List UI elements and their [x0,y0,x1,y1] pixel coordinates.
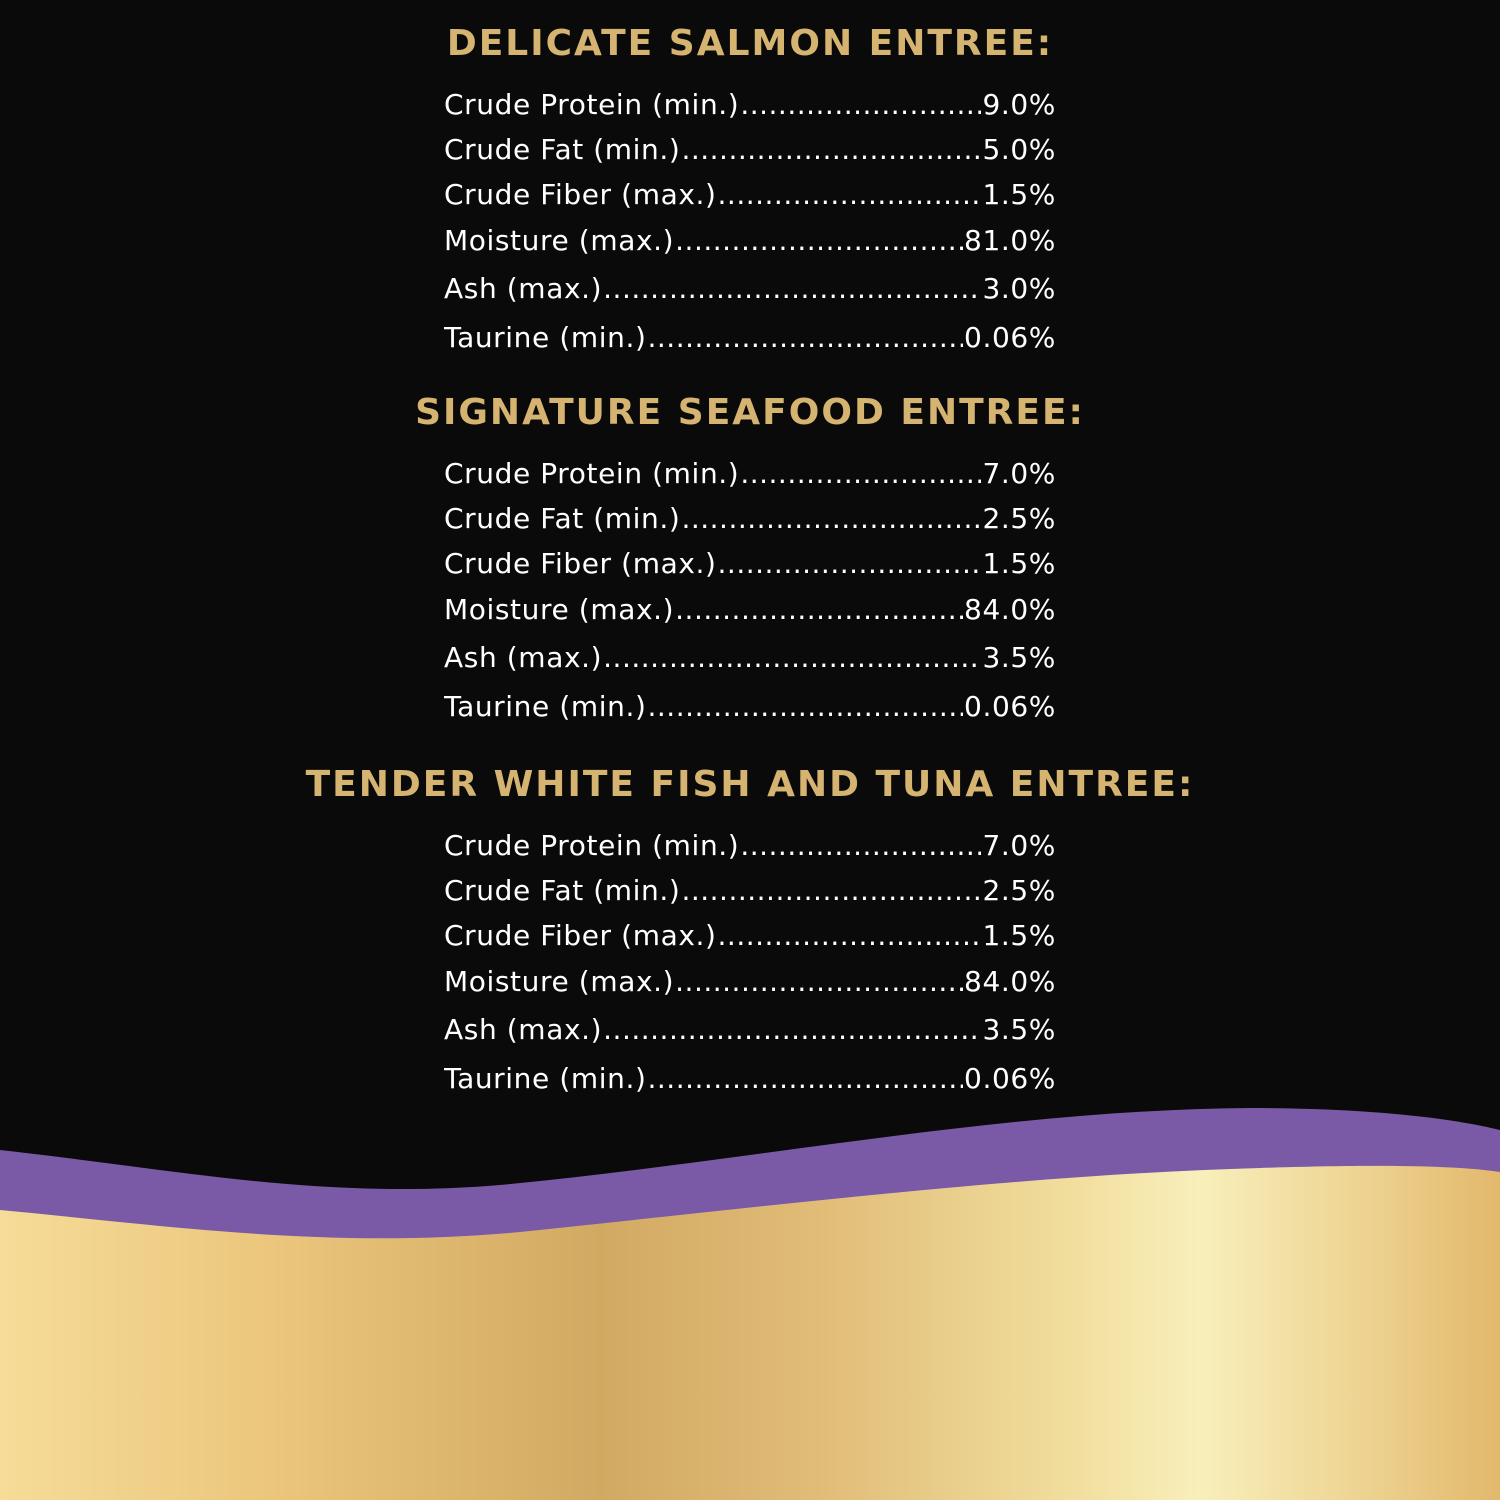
leader-dots [675,958,963,1005]
nutrient-value: 2.5% [982,502,1056,535]
nutrient-label: Crude Fiber (max.) [444,919,717,952]
analysis-row [444,264,1056,313]
nutrient-value: 1.5% [982,919,1056,952]
analysis-row [444,1054,1056,1103]
nutrient-value: 1.5% [982,178,1056,211]
analysis-row [444,586,1056,633]
nutrient-label: Moisture (max.) [444,593,675,626]
analysis-row [444,913,1056,958]
nutrient-label: Crude Protein (min.) [444,88,740,121]
nutrient-label: Ash (max.) [444,272,603,305]
decorative-wave-band [0,1090,1500,1500]
nutrient-label: Crude Fat (min.) [444,502,681,535]
nutrient-label: Crude Fat (min.) [444,133,681,166]
nutrient-value: 0.06% [964,690,1056,723]
nutrient-label: Moisture (max.) [444,224,675,257]
analysis-row [444,1005,1056,1054]
nutrient-label: Taurine (min.) [444,690,647,723]
nutrient-value: 0.06% [964,1062,1056,1095]
leader-dots [675,217,963,264]
leader-dots [740,823,981,868]
analysis-row [444,172,1056,217]
analysis-list [444,82,1056,362]
nutrient-value: 3.0% [982,272,1056,305]
analysis-row [444,127,1056,172]
nutrient-value: 81.0% [964,224,1056,257]
leader-dots [603,633,981,682]
section-title: DELICATE SALMON ENTREE: [446,23,1054,64]
leader-dots [603,264,981,313]
leader-dots [648,682,964,731]
section-title: SIGNATURE SEAFOOD ENTREE: [415,392,1085,433]
leader-dots [681,496,981,541]
nutrient-value: 84.0% [964,593,1056,626]
nutrient-label: Taurine (min.) [444,1062,647,1095]
nutrient-value: 7.0% [982,829,1056,862]
nutrient-value: 9.0% [982,88,1056,121]
analysis-row [444,958,1056,1005]
nutrient-value: 1.5% [982,547,1056,580]
section-signature-seafood [0,389,1500,731]
analysis-row [444,633,1056,682]
analysis-row [444,823,1056,868]
nutrient-label: Moisture (max.) [444,965,675,998]
nutrient-value: 5.0% [982,133,1056,166]
section-delicate-salmon [0,20,1500,362]
leader-dots [681,868,981,913]
section-tender-white-fish-tuna [0,761,1500,1103]
nutrient-label: Taurine (min.) [444,321,647,354]
analysis-list [444,451,1056,731]
section-title: TENDER WHITE FISH AND TUNA ENTREE: [305,764,1195,805]
analysis-row [444,682,1056,731]
analysis-row [444,868,1056,913]
nutrient-label: Crude Protein (min.) [444,457,740,490]
nutrient-value: 2.5% [982,874,1056,907]
leader-dots [681,127,981,172]
nutrient-label: Ash (max.) [444,641,603,674]
analysis-row [444,217,1056,264]
leader-dots [718,172,982,217]
leader-dots [648,313,964,362]
leader-dots [648,1054,964,1103]
analysis-list [444,823,1056,1103]
nutrient-label: Ash (max.) [444,1013,603,1046]
nutrient-value: 3.5% [982,1013,1056,1046]
analysis-row [444,451,1056,496]
leader-dots [740,82,981,127]
leader-dots [675,586,963,633]
nutrient-value: 7.0% [982,457,1056,490]
nutrient-value: 0.06% [964,321,1056,354]
leader-dots [718,541,982,586]
nutrient-label: Crude Protein (min.) [444,829,740,862]
nutrient-value: 3.5% [982,641,1056,674]
nutrient-label: Crude Fat (min.) [444,874,681,907]
leader-dots [603,1005,981,1054]
nutrient-value: 84.0% [964,965,1056,998]
analysis-row [444,313,1056,362]
leader-dots [718,913,982,958]
nutrient-label: Crude Fiber (max.) [444,547,717,580]
leader-dots [740,451,981,496]
analysis-row [444,82,1056,127]
analysis-row [444,541,1056,586]
nutrient-label: Crude Fiber (max.) [444,178,717,211]
analysis-row [444,496,1056,541]
